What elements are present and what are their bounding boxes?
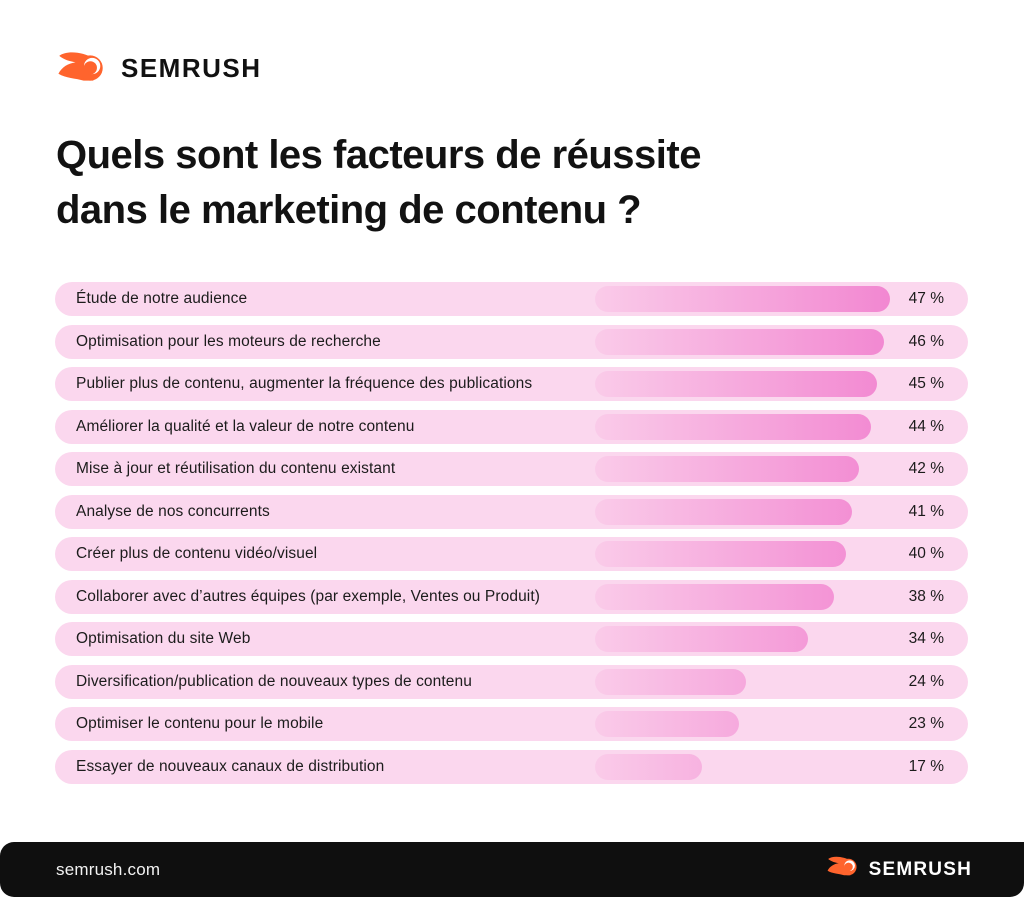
bar-row — [55, 750, 968, 784]
bar-row — [55, 367, 968, 401]
bar-row — [55, 707, 968, 741]
bar-row-value: 23 % — [908, 715, 944, 732]
footer-logo-text: SEMRUSH — [868, 858, 972, 880]
bar-row-value: 44 % — [908, 417, 944, 435]
bar-row — [55, 452, 968, 486]
semrush-flame-icon — [56, 48, 108, 88]
bar-row-value: 45 % — [908, 375, 944, 392]
bar-row-label: Analyse de nos concurrents — [76, 502, 270, 520]
bar-row-value: 46 % — [908, 332, 944, 350]
bar-fill — [595, 371, 877, 397]
bar-row — [55, 282, 968, 316]
footer-site-url: semrush.com — [56, 859, 161, 879]
page-title-line2: dans le marketing de contenu ? — [56, 188, 642, 232]
bar-row-value: 47 % — [908, 290, 944, 307]
bar-fill — [595, 414, 871, 440]
bar-row-value: 34 % — [908, 630, 944, 647]
footer-bar — [0, 842, 1024, 897]
bar-fill — [595, 584, 834, 610]
bar-row — [55, 580, 968, 614]
bar-fill — [595, 329, 884, 355]
bar-row-value: 38 % — [908, 587, 944, 605]
header-logo — [56, 48, 262, 88]
bar-row-label: Mise à jour et réutilisation du contenu existant — [76, 460, 396, 477]
bar-row-label: Optimiser le contenu pour le mobile — [76, 715, 324, 732]
bar-fill — [595, 669, 746, 695]
bar-row-value: 17 % — [908, 757, 944, 775]
bar-fill — [595, 541, 846, 567]
bar-row — [55, 495, 968, 529]
bar-row-label: Étude de notre audience — [76, 290, 248, 307]
bar-fill — [595, 626, 808, 652]
page-title-line1: Quels sont les facteurs de réussite — [56, 133, 701, 177]
bar-row-label: Optimisation du site Web — [76, 630, 251, 647]
semrush-flame-icon — [826, 854, 860, 885]
bar-row-label: Essayer de nouveaux canaux de distribution — [76, 757, 385, 775]
bar-row-label: Collaborer avec d’autres équipes (par exemple, Ventes ou Produit) — [76, 587, 541, 605]
bar-fill — [595, 499, 852, 525]
bar-fill — [595, 711, 739, 737]
bar-row-label: Créer plus de contenu vidéo/visuel — [76, 545, 318, 562]
header-logo-text: SEMRUSH — [121, 52, 262, 83]
bar-row-value: 41 % — [908, 502, 944, 520]
bar-row — [55, 410, 968, 444]
bar-row-label: Optimisation pour les moteurs de recherche — [76, 332, 381, 350]
bar-row-value: 40 % — [908, 545, 944, 562]
bar-fill — [595, 754, 702, 780]
bar-row-value: 42 % — [908, 460, 944, 477]
bar-fill — [595, 456, 859, 482]
bar-row-label: Diversification/publication de nouveaux types de contenu — [76, 672, 472, 690]
bar-row-label: Améliorer la qualité et la valeur de notre contenu — [76, 417, 415, 435]
footer-logo — [826, 854, 972, 885]
page-title — [56, 128, 701, 238]
bar-row — [55, 622, 968, 656]
bar-rows — [55, 282, 968, 784]
bar-row — [55, 537, 968, 571]
bar-row-label: Publier plus de contenu, augmenter la fréquence des publications — [76, 375, 533, 392]
bar-row — [55, 325, 968, 359]
bar-row-value: 24 % — [908, 672, 944, 690]
bar-fill — [595, 286, 890, 312]
bar-row — [55, 665, 968, 699]
